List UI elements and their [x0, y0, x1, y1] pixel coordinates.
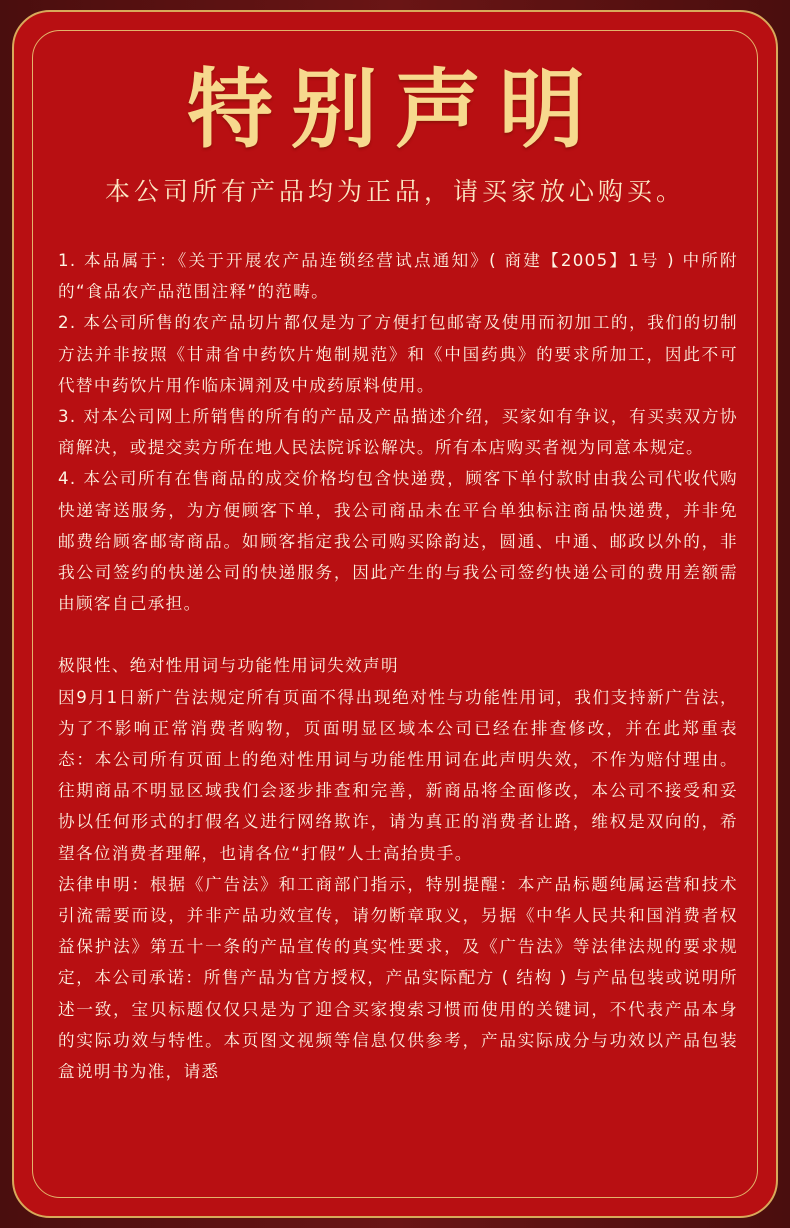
- section-body: 因9月1日新广告法规定所有页面不得出现绝对性与功能性用词，我们支持新广告法，为了不影响正常消费者购物，页面明显区域本公司已经在排查修改，并在此郑重表态：本公司所有页面上的绝对性用词与功能性用词在此声明失效，不作为赔付理由。往期商品不明显区域我们会逐步排查和完善，新商品将全面修改，本公司不接受和妥协以任何形式的打假名义进行网络欺诈，请为真正的消费者让路，维权是双向的，希望各位消费者理解，也请各位“打假”人士高抬贵手。: [58, 687, 738, 863]
- notice-item-4: 4. 本公司所有在售商品的成交价格均包含快递费，顾客下单付款时由我公司代收代购快递寄送服务，为方便顾客下单，我公司商品未在平台单独标注商品快递费，并非免邮费给顾客邮寄商品。如顾客指定我公司购买除韵达，圆通、中通、邮政以外的，非我公司签约的快递公司的快递服务，因此产生的与我公司签约快递公司的费用差额需由顾客自己承担。: [58, 469, 738, 614]
- notice-item-2: 2. 本公司所售的农产品切片都仅是为了方便打包邮寄及使用而初加工的，我们的切制方法并非按照《甘肃省中药饮片炮制规范》和《中国药典》的要求所加工，因此不可代替中药饮片用作临床调剂及中成药原料使用。: [58, 313, 738, 395]
- page-subtitle: 本公司所有产品均为正品，请买家放心购买。: [104, 177, 685, 206]
- legal-statement: 法律申明：根据《广告法》和工商部门指示，特别提醒：本产品标题纯属运营和技术引流需要而设，并非产品功效宣传，请勿断章取义，另据《中华人民共和国消费者权益保护法》第五十一条的产品宣传的真实性要求，及《广告法》等法律法规的要求规定，本公司承诺：所售产品为官方授权，产品实际配方 ( 结构 ) 与产品包装或说明所述一致，宝贝标题仅仅只是为了迎合买家搜索习惯而使用的关键词，不代表产品本身的实际功效与特性。本页图文视频等信息仅供参考，产品实际成分与功效以产品包装盒说明书为准，请悉: [58, 874, 738, 1082]
- section-heading: 极限性、绝对性用词与功能性用词失效声明: [58, 656, 399, 676]
- page-title: 特别声明: [187, 59, 603, 160]
- notice-item-3: 3. 对本公司网上所销售的所有的产品及产品描述介绍，买家如有争议，有买卖双方协商解决，或提交卖方所在地人民法院诉讼解决。所有本店购买者视为同意本规定。: [58, 407, 738, 458]
- notice-item-1: 1. 本品属于：《关于开展农产品连锁经营试点通知》( 商建【2005】1号 ) 中所附的“食品农产品范围注释”的范畴。: [58, 251, 738, 302]
- notice-content: [58, 245, 738, 1087]
- section-spacer: [58, 619, 738, 650]
